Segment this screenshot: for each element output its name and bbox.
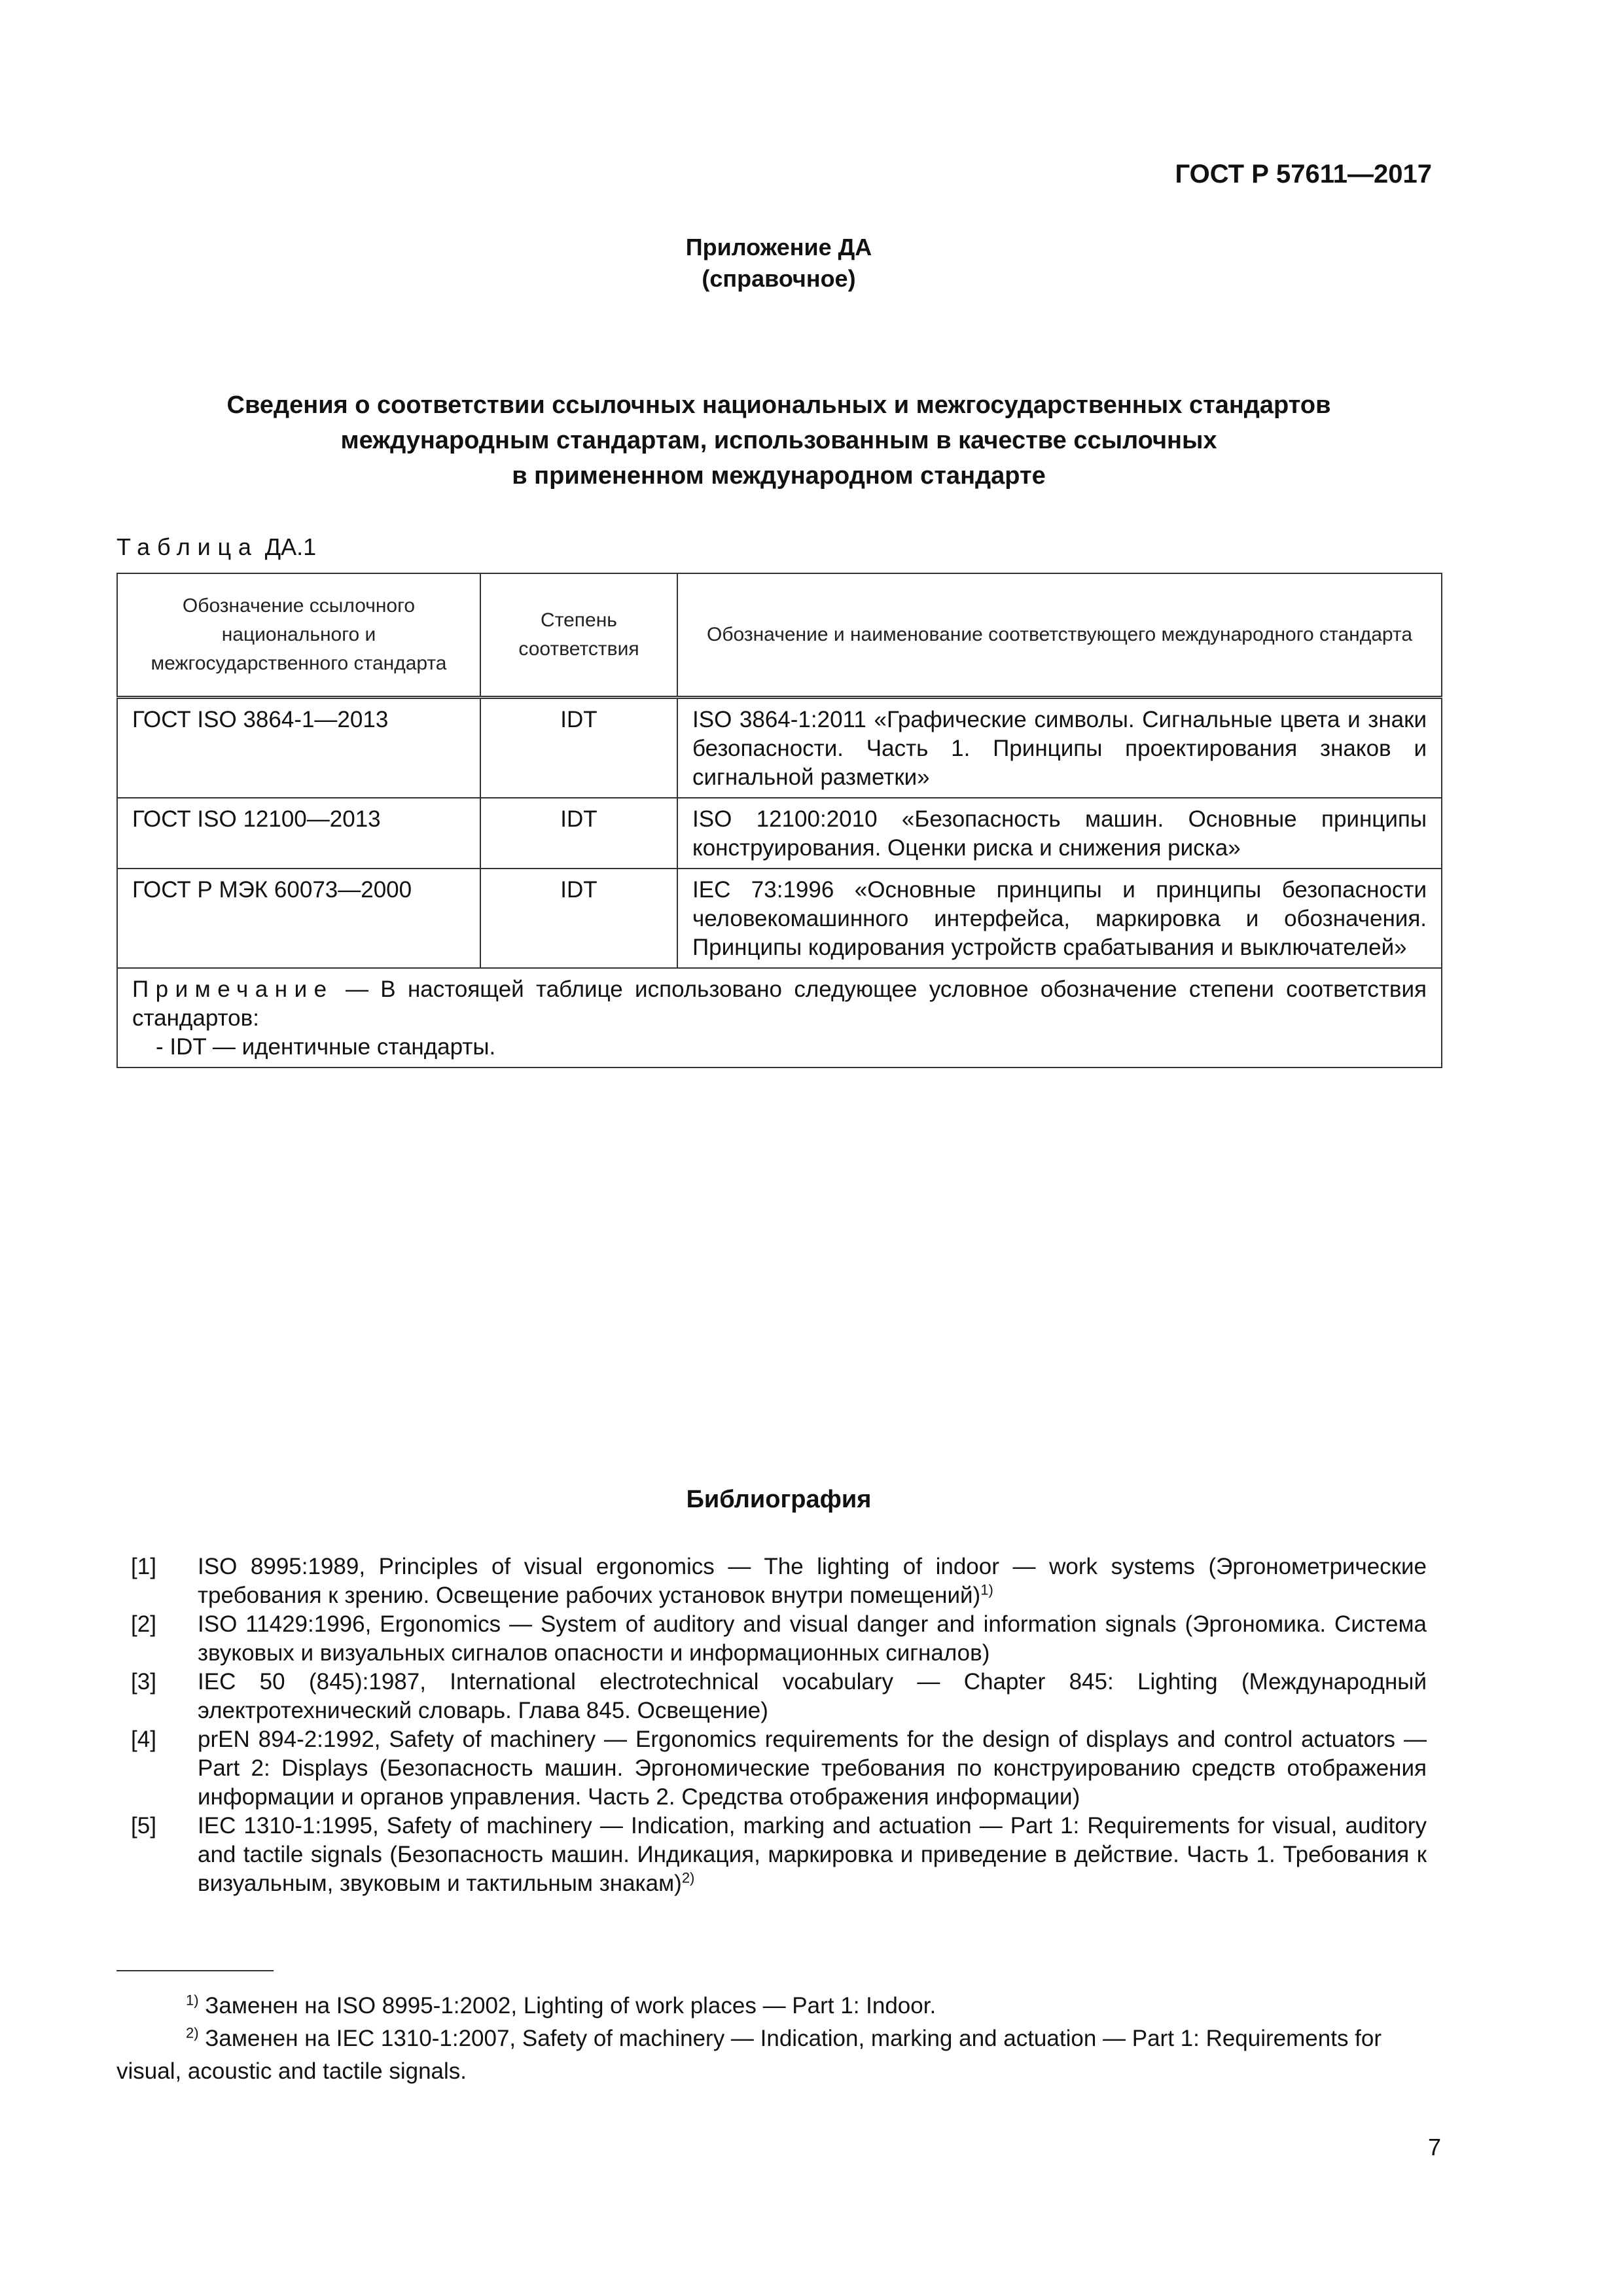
header-international-standard: Обозначение и наименование соответствующего международного стандарта (677, 573, 1442, 698)
bibliography-number: [1] (131, 1554, 156, 1579)
footnote-mark: 1) (186, 1992, 199, 2009)
note-text: — В настоящей таблице использовано следующее условное обозначение степени соответствия стандартов: (132, 977, 1427, 1031)
bibliography-item (131, 1812, 1427, 1898)
bibliography-item (131, 1668, 1427, 1725)
cell-national: ГОСТ Р МЭК 60073—2000 (117, 869, 480, 968)
bibliography-item (131, 1725, 1427, 1812)
footnotes (116, 1990, 1441, 2088)
footnote (116, 1990, 1441, 2022)
bibliography-item (131, 1610, 1427, 1668)
bibliography-number: [2] (131, 1611, 156, 1637)
table-row (117, 698, 1442, 798)
bibliography-number: [5] (131, 1813, 156, 1839)
appendix-title: Приложение ДА (685, 234, 872, 260)
header-national-standard: Обозначение ссылочного национального и межгосударственного стандарта (117, 573, 480, 698)
page-number: 7 (1427, 2134, 1441, 2161)
cell-degree: IDT (480, 798, 677, 869)
bibliography-list (131, 1552, 1427, 1898)
footnote-mark: 2) (186, 2024, 199, 2041)
table-note (117, 968, 1442, 1067)
table-note-row (117, 968, 1442, 1067)
footnote-ref: 1) (980, 1581, 993, 1598)
cell-international: ISO 3864-1:2011 «Графические символы. Сигнальные цвета и знаки безопасности. Часть 1. Принципы проектирования знаков и сигнальной разметки» (677, 698, 1442, 798)
bibliography-text: IEC 1310-1:1995, Safety of machinery — Indication, marking and actuation — Part 1: Requirements for visual, auditory and tactile signals (Безопасность машин. Индикация, маркировка и приведение в действие. Часть 1. Требования к визуальным, звуковым и тактильным знакам) (198, 1813, 1427, 1896)
bibliography-number: [4] (131, 1727, 156, 1752)
section-title-line: Сведения о соответствии ссылочных национальных и межгосударственных стандартов (226, 391, 1331, 419)
table-caption (116, 533, 316, 561)
note-item: - IDT — идентичные стандарты. (156, 1034, 496, 1060)
appendix-heading (116, 232, 1441, 295)
cell-international: ISO 12100:2010 «Безопасность машин. Основные принципы конструирования. Оценки риска и снижения риска» (677, 798, 1442, 869)
cell-national: ГОСТ ISO 3864-1—2013 (117, 698, 480, 798)
footnote-text: Заменен на IEC 1310-1:2007, Safety of machinery — Indication, marking and actuation — Part 1: Requirements for visual, acoustic and tactile signals. (116, 2026, 1382, 2084)
footnote-ref: 2) (681, 1869, 695, 1886)
table-header-row (117, 573, 1442, 698)
footnote-text: Заменен на ISO 8995-1:2002, Lighting of work places — Part 1: Indoor. (205, 1993, 936, 2018)
section-title (116, 387, 1441, 493)
document-code: ГОСТ Р 57611—2017 (1175, 160, 1432, 188)
bibliography-item (131, 1552, 1427, 1610)
footnote (116, 2022, 1441, 2088)
footnote-separator (116, 1970, 274, 1971)
bibliography-number: [3] (131, 1669, 156, 1695)
cell-degree: IDT (480, 869, 677, 968)
correspondence-table (116, 573, 1442, 1068)
section-title-line: в примененном международном стандарте (512, 462, 1046, 490)
cell-national: ГОСТ ISO 12100—2013 (117, 798, 480, 869)
bibliography-text: ISO 11429:1996, Ergonomics — System of auditory and visual danger and information signals (Эргономика. Система звуковых и визуальных сигналов опасности и информационных сигналов) (198, 1611, 1427, 1666)
table-row (117, 869, 1442, 968)
bibliography-text: IEC 50 (845):1987, International electrotechnical vocabulary — Chapter 845: Lighting (Международный электротехнический словарь. Глава 845. Освещение) (198, 1669, 1427, 1723)
appendix-type: (справочное) (702, 265, 856, 292)
table-caption-word: Таблица (116, 533, 259, 560)
table-row (117, 798, 1442, 869)
table-caption-id: ДА.1 (264, 533, 317, 560)
cell-international: IEC 73:1996 «Основные принципы и принципы безопасности человекомашинного интерфейса, маркировка и обозначения. Принципы кодирования устройств срабатывания и выключателей» (677, 869, 1442, 968)
bibliography-text: ISO 8995:1989, Principles of visual ergonomics — The lighting of indoor — work systems (Эргонометрические требования к зрению. Освещение рабочих установок внутри помещений) (198, 1554, 1427, 1608)
bibliography-title: Библиография (686, 1486, 872, 1513)
bibliography-text: prEN 894-2:1992, Safety of machinery — Ergonomics requirements for the design of displays and control actuators — Part 2: Displays (Безопасность машин. Эргономические требования по конструированию средств отображения информации и органов управления. Часть 2. Средства отображения информации) (198, 1727, 1427, 1810)
header-degree: Степень соответствия (480, 573, 677, 698)
cell-degree: IDT (480, 698, 677, 798)
section-title-line: международным стандартам, использованным в качестве ссылочных (340, 427, 1217, 454)
note-label: Примечание (132, 977, 334, 1002)
